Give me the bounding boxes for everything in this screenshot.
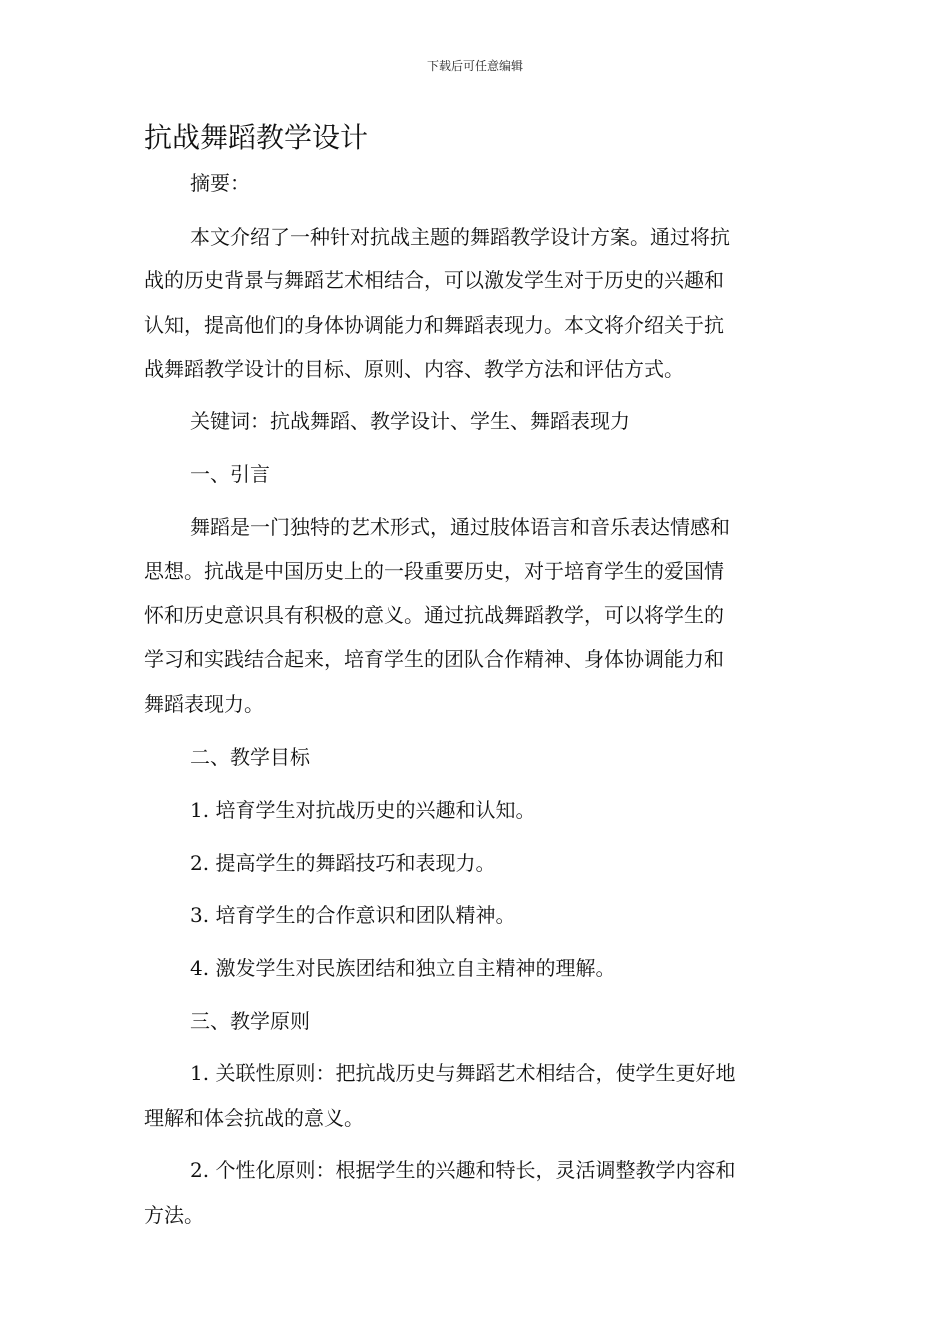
intro-line-2: 思想。抗战是中国历史上的一段重要历史，对于培育学生的爱国情 <box>144 559 724 583</box>
section-heading-principles: 三、教学原则 <box>190 1009 310 1033</box>
goal-item-2: 2. 提高学生的舞蹈技巧和表现力。 <box>190 851 496 875</box>
goal-item-1: 1. 培育学生对抗战历史的兴趣和认知。 <box>190 798 536 822</box>
intro-line-4: 学习和实践结合起来，培育学生的团队合作精神、身体协调能力和 <box>144 647 724 671</box>
abstract-heading: 摘要： <box>190 171 250 195</box>
abstract-line-4: 战舞蹈教学设计的目标、原则、内容、教学方法和评估方式。 <box>144 357 684 381</box>
goal-item-3: 3. 培育学生的合作意识和团队精神。 <box>190 903 516 927</box>
principle-2-line-1: 2. 个性化原则：根据学生的兴趣和特长，灵活调整教学内容和 <box>190 1158 736 1182</box>
abstract-line-2: 战的历史背景与舞蹈艺术相结合，可以激发学生对于历史的兴趣和 <box>144 268 724 292</box>
principle-1-line-1: 1. 关联性原则：把抗战历史与舞蹈艺术相结合，使学生更好地 <box>190 1061 736 1085</box>
section-heading-goals: 二、教学目标 <box>190 745 310 769</box>
keywords-line: 关键词：抗战舞蹈、教学设计、学生、舞蹈表现力 <box>190 409 630 433</box>
abstract-line-1: 本文介绍了一种针对抗战主题的舞蹈教学设计方案。通过将抗 <box>190 225 730 249</box>
principle-1-line-2: 理解和体会抗战的意义。 <box>144 1106 364 1130</box>
section-heading-intro: 一、引言 <box>190 462 270 486</box>
principle-2-line-2: 方法。 <box>144 1203 204 1227</box>
intro-line-3: 怀和历史意识具有积极的意义。通过抗战舞蹈教学，可以将学生的 <box>144 603 724 627</box>
abstract-line-3: 认知，提高他们的身体协调能力和舞蹈表现力。本文将介绍关于抗 <box>144 313 724 337</box>
goal-item-4: 4. 激发学生对民族团结和独立自主精神的理解。 <box>190 956 616 980</box>
intro-line-1: 舞蹈是一门独特的艺术形式，通过肢体语言和音乐表达情感和 <box>190 515 730 539</box>
header-note: 下载后可任意编辑 <box>426 59 523 73</box>
document-title: 抗战舞蹈教学设计 <box>144 121 369 154</box>
intro-line-5: 舞蹈表现力。 <box>144 692 264 716</box>
